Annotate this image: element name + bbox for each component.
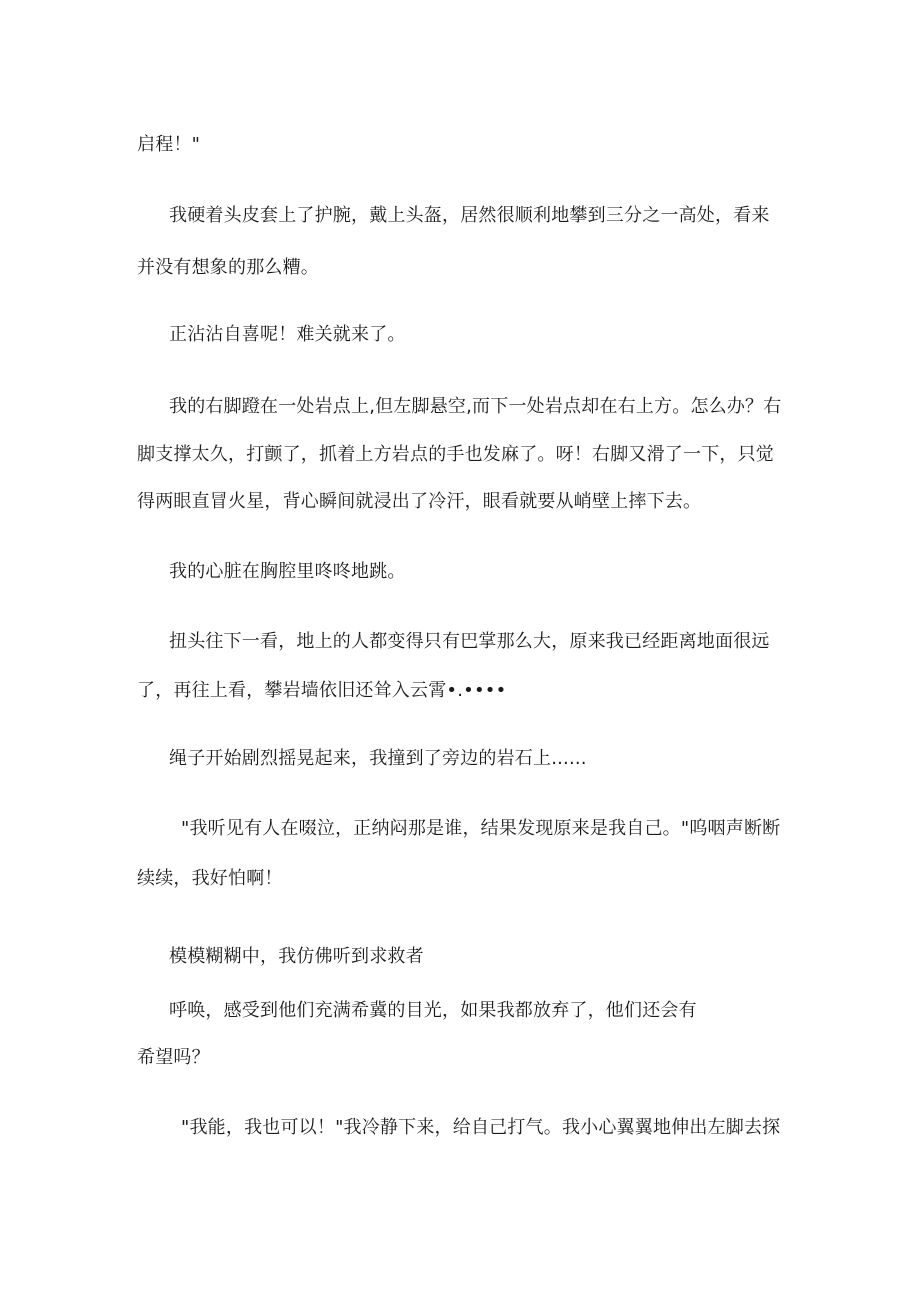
text-line: 启程！" [137, 134, 201, 155]
text-line: 并没有想象的那么糟。 [137, 257, 319, 278]
text-line: 正沾沾自喜呢！难关就来了。 [169, 324, 406, 345]
text-line: 我的右脚蹬在一处岩点上,但左脚悬空,而下一处岩点却在右上方。怎么办？右 [169, 396, 782, 417]
text-line: 脚支撑太久，打颤了，抓着上方岩点的手也发麻了。呀！右脚又滑了一下，只觉 [137, 444, 774, 465]
text-line: 呼唤，感受到他们充满希冀的目光，如果我都放弃了，他们还会有 [169, 1000, 697, 1021]
text-line: 希望吗？ [137, 1047, 210, 1068]
text-line: 绳子开始剧烈摇晃起来，我撞到了旁边的岩石上...... [169, 748, 587, 769]
text-line: "我听见有人在啜泣，正纳闷那是谁，结果发现原来是我自己。"呜咽声断断 [181, 818, 781, 839]
text-line: 了，再往上看，攀岩墙依旧还耸入云霄•.•••• [137, 680, 507, 701]
text-line: 扭头往下一看，地上的人都变得只有巴掌那么大，原来我已经距离地面很远 [169, 631, 770, 652]
text-line: 我硬着头皮套上了护腕，戴上头盔，居然很顺利地攀到三分之一高处，看来 [169, 205, 770, 226]
text-line: 模模糊糊中，我仿佛听到求救者 [169, 946, 424, 967]
text-line: 续续，我好怕啊！ [137, 868, 283, 889]
text-line: 我的心脏在胸腔里咚咚地跳。 [169, 561, 406, 582]
text-line: 得两眼直冒火星，背心瞬间就浸出了冷汗，眼看就要从峭壁上摔下去。 [137, 491, 702, 512]
text-line: "我能，我也可以！"我冷静下来，给自己打气。我小心翼翼地伸出左脚去探 [181, 1117, 781, 1138]
